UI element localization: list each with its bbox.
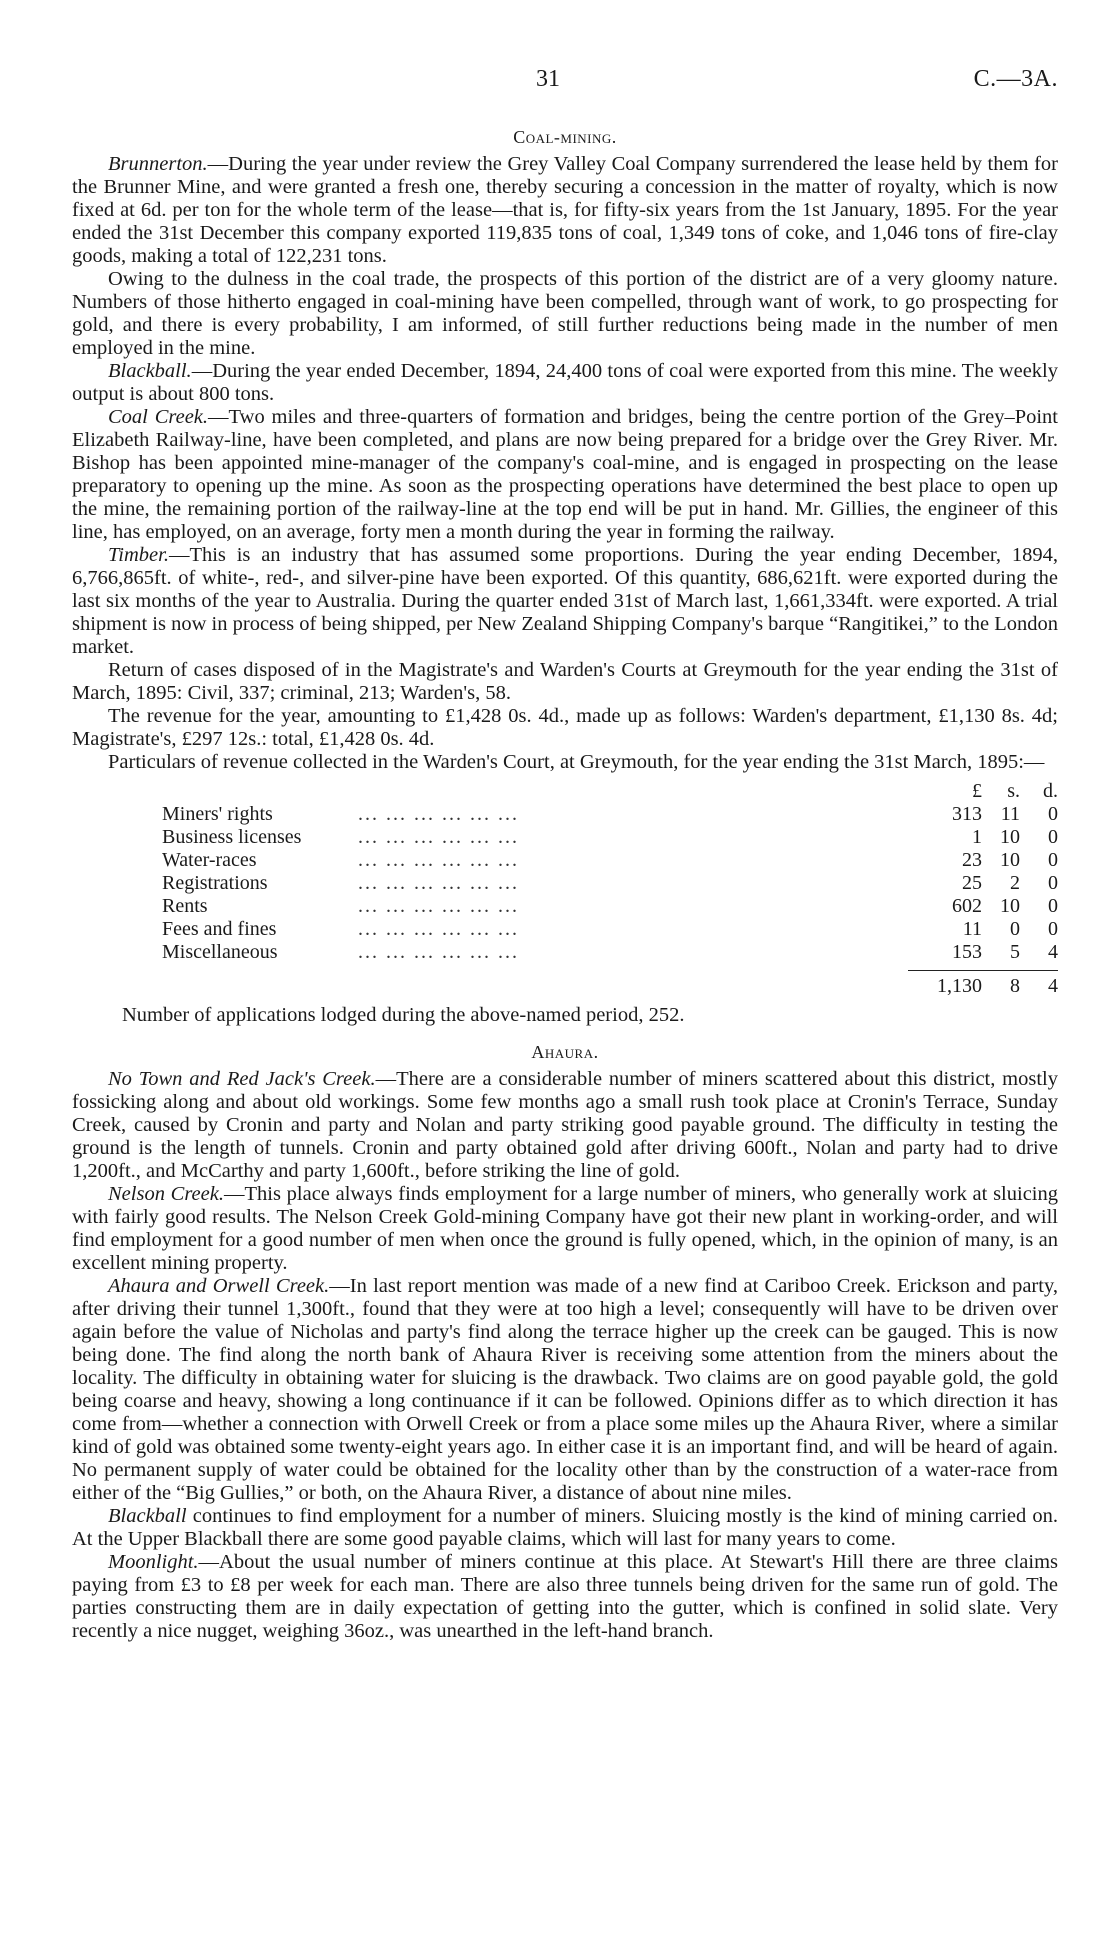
page-header <box>0 66 1114 96</box>
paragraph-text: —During the year ended December, 1894, 24,400 tons of coal were exported from this mine. The weekly output is about 800 tons. <box>72 360 1058 405</box>
leader-dots: ... ... ... ... ... ... <box>358 918 519 940</box>
leader-dots: ... ... ... ... ... ... <box>358 826 519 848</box>
paragraph: The revenue for the year, amounting to £1,428 0s. 4d., made up as follows: Warden's department, £1,130 8s. 4d; Magistrate's, £297 12s.: total, £1,428 0s. 4d. <box>72 705 1058 750</box>
revenue-row <box>72 895 1058 918</box>
amount-shillings: 5 <box>1010 941 1020 963</box>
leader-dots: ... ... ... ... ... ... <box>358 849 519 871</box>
paragraph-lead: No Town and Red Jack's Creek. <box>108 1068 376 1090</box>
paragraph <box>72 360 1058 406</box>
paragraph-text: —There are a considerable number of miners scattered about this district, mostly fossicking along and about old workings. Some few months ago a small rush took place at Cronin's Terrace, Sunday Creek, caused by Cronin and party and Nolan and party striking good payable ground. The difficulty in testing the ground is the length of tunnels. Cronin and party obtained gold after driving 600ft., Nolan and party had to drive 1,200ft., and McCarthy and party 1,600ft., before striking the line of gold. <box>72 1068 1058 1182</box>
section-title-ahaura: Ahaura. <box>531 1042 599 1062</box>
paragraph <box>72 1505 1058 1551</box>
amount-shillings: 11 <box>1000 803 1020 825</box>
revenue-row <box>72 941 1058 964</box>
paragraph: Return of cases disposed of in the Magistrate's and Warden's Courts at Greymouth for the year ending the 31st of March, 1895: Civil, 337; criminal, 213; Warden's, 58. <box>72 659 1058 704</box>
total-shillings: 8 <box>1010 975 1020 997</box>
paragraph-text: —This is an industry that has assumed some proportions. During the year ending December, 1894, 6,766,865ft. of white-, red-, and silver-pine have been exported. Of this quantity, 686,621ft. were exported during the last six months of the year to Australia. During the quarter ended 31st of March last, 1,661,334ft. were exported. A trial shipment is now in process of being shipped, per New Zealand Shipping Company's barque “Rangitikei,” to the London market. <box>72 544 1058 658</box>
revenue-row <box>72 849 1058 872</box>
paragraph <box>72 1183 1058 1275</box>
amount-pounds: 23 <box>962 849 982 871</box>
amount-pence: 0 <box>1048 872 1058 894</box>
paragraph-lead: Moonlight. <box>108 1551 199 1573</box>
paragraph <box>72 1275 1058 1505</box>
paragraph <box>72 406 1058 544</box>
total-pence: 4 <box>1048 975 1058 997</box>
paragraph-lead: Ahaura and Orwell Creek. <box>108 1275 330 1297</box>
paragraph-lead: Timber. <box>108 544 169 566</box>
leader-dots: ... ... ... ... ... ... <box>358 803 519 825</box>
revenue-item-label: Fees and fines <box>162 918 277 940</box>
amount-pence: 0 <box>1048 895 1058 917</box>
paragraph-lead: Blackball. <box>108 360 192 382</box>
paragraph: Owing to the dulness in the coal trade, the prospects of this portion of the district are of a very gloomy nature. Numbers of those hitherto engaged in coal-mining have been compelled, through want of work, to go prospecting for gold, and there is every probability, I am informed, of still further reductions being made in the number of men employed in the mine. <box>72 268 1058 359</box>
amount-pence: 0 <box>1048 826 1058 848</box>
paragraph <box>72 153 1058 268</box>
amount-pounds: 153 <box>952 941 982 963</box>
leader-dots: ... ... ... ... ... ... <box>358 872 519 894</box>
paragraph-lead: Blackball <box>108 1505 187 1527</box>
amount-shillings: 2 <box>1010 872 1020 894</box>
revenue-item-label: Miscellaneous <box>162 941 278 963</box>
total-rule <box>908 970 1058 971</box>
revenue-row <box>72 872 1058 895</box>
revenue-item-label: Miners' rights <box>162 803 273 825</box>
amount-pence: 0 <box>1048 918 1058 940</box>
paragraph-lead: Brunnerton. <box>108 153 208 175</box>
leader-dots: ... ... ... ... ... ... <box>358 941 519 963</box>
paragraph-text: —Two miles and three-quarters of formation and bridges, being the centre portion of the Grey–Point Elizabeth Railway-line, have been completed, and plans are now being prepared for a bridge over the Grey River. Mr. Bishop has been appointed mine-manager of the company's coal-mine, and is engaged in prospecting on the lease preparatory to opening up the mine. As soon as the prospecting operations have determined the best place to open up the mine, the remaining portion of the railway-line at the top end will be put in hand. Mr. Gillies, the engineer of this line, has employed, on an average, forty men a month during the year in forming the railway. <box>72 406 1058 543</box>
amount-shillings: 0 <box>1010 918 1020 940</box>
column-header-pounds: £ <box>972 780 982 802</box>
revenue-row <box>72 826 1058 849</box>
paragraph <box>72 1068 1058 1183</box>
amount-shillings: 10 <box>1000 895 1020 917</box>
paragraph <box>72 1551 1058 1643</box>
total-pounds: 1,130 <box>937 975 982 997</box>
amount-shillings: 10 <box>1000 826 1020 848</box>
section-title-coal-mining: Coal-mining. <box>513 127 617 147</box>
revenue-table-header <box>72 780 1058 803</box>
amount-pence: 4 <box>1048 941 1058 963</box>
revenue-item-label: Water-races <box>162 849 257 871</box>
paragraph-lead: Nelson Creek. <box>108 1183 224 1205</box>
applications-note: Number of applications lodged during the above-named period, 252. <box>122 1004 685 1026</box>
column-header-pence: d. <box>1043 780 1058 802</box>
amount-pounds: 1 <box>972 826 982 848</box>
revenue-total-row <box>72 975 1058 998</box>
column-header-shillings: s. <box>1007 780 1020 802</box>
paragraph-text: continues to find employment for a number of miners. Sluicing mostly is the kind of mining carried on. At the Upper Blackball there are some good payable claims, which will last for many years to come. <box>72 1505 1058 1550</box>
page-number: 31 <box>536 66 560 92</box>
amount-pence: 0 <box>1048 803 1058 825</box>
amount-pounds: 602 <box>952 895 982 917</box>
revenue-item-label: Business licenses <box>162 826 302 848</box>
page-body <box>72 126 1058 1643</box>
document-reference: C.—3A. <box>973 66 1058 92</box>
leader-dots: ... ... ... ... ... ... <box>358 895 519 917</box>
revenue-table <box>72 780 1058 998</box>
paragraph-text: —In last report mention was made of a new find at Cariboo Creek. Erickson and party, after driving their tunnel 1,300ft., found that they were at too high a level; consequently will have to be driven over again before the value of Nicholas and party's find along the terrace higher up the creek can be gauged. This is now being done. The find along the north bank of Ahaura River is receiving some attention from the miners about the locality. The difficulty in obtaining water for sluicing is the drawback. Two claims are on good payable gold, the gold being coarse and heavy, showing a long continuance if it can be followed. Opinions differ as to which direction it has come from—whether a connection with Orwell Creek or from a place some miles up the Ahaura River, where a similar kind of gold was obtained some twenty-eight years ago. In either case it is an important find, and will be heard of again. No permanent supply of water could be obtained for the locality other than by the construction of a water-race from either of the “Big Gullies,” or both, on the Ahaura River, a distance of about nine miles. <box>72 1275 1058 1504</box>
paragraph-lead: Coal Creek. <box>108 406 209 428</box>
amount-pounds: 313 <box>952 803 982 825</box>
paragraph <box>72 544 1058 659</box>
paragraph-text: —During the year under review the Grey Valley Coal Company surrendered the lease held by them for the Brunner Mine, and were granted a fresh one, thereby securing a concession in the matter of royalty, which is now fixed at 6d. per ton for the whole term of the lease—that is, for fifty-six years from the 1st January, 1895. For the year ended the 31st December this company exported 119,835 tons of coal, 1,349 tons of coke, and 1,046 tons of fire-clay goods, making a total of 122,231 tons. <box>72 153 1058 267</box>
revenue-row <box>72 918 1058 941</box>
amount-pence: 0 <box>1048 849 1058 871</box>
revenue-row <box>72 803 1058 826</box>
amount-shillings: 10 <box>1000 849 1020 871</box>
amount-pounds: 25 <box>962 872 982 894</box>
revenue-item-label: Registrations <box>162 872 268 894</box>
paragraph: Particulars of revenue collected in the Warden's Court, at Greymouth, for the year ending the 31st March, 1895:— <box>108 751 1045 773</box>
paragraph-text: —About the usual number of miners continue at this place. At Stewart's Hill there are three claims paying from £3 to £8 per week for each man. There are also three tunnels being driven for the same run of gold. The parties constructing them are in daily expectation of getting into the gutter, which is confined in solid slate. Very recently a nice nugget, weighing 36oz., was unearthed in the left-hand branch. <box>72 1551 1058 1642</box>
revenue-item-label: Rents <box>162 895 208 917</box>
paragraph-text: —This place always finds employment for a large number of miners, who generally work at sluicing with fairly good results. The Nelson Creek Gold-mining Company have got their new plant in working-order, and will find employment for a good number of men when once the ground is fully opened, which, in the opinion of many, is an excellent mining property. <box>72 1183 1058 1274</box>
amount-pounds: 11 <box>962 918 982 940</box>
